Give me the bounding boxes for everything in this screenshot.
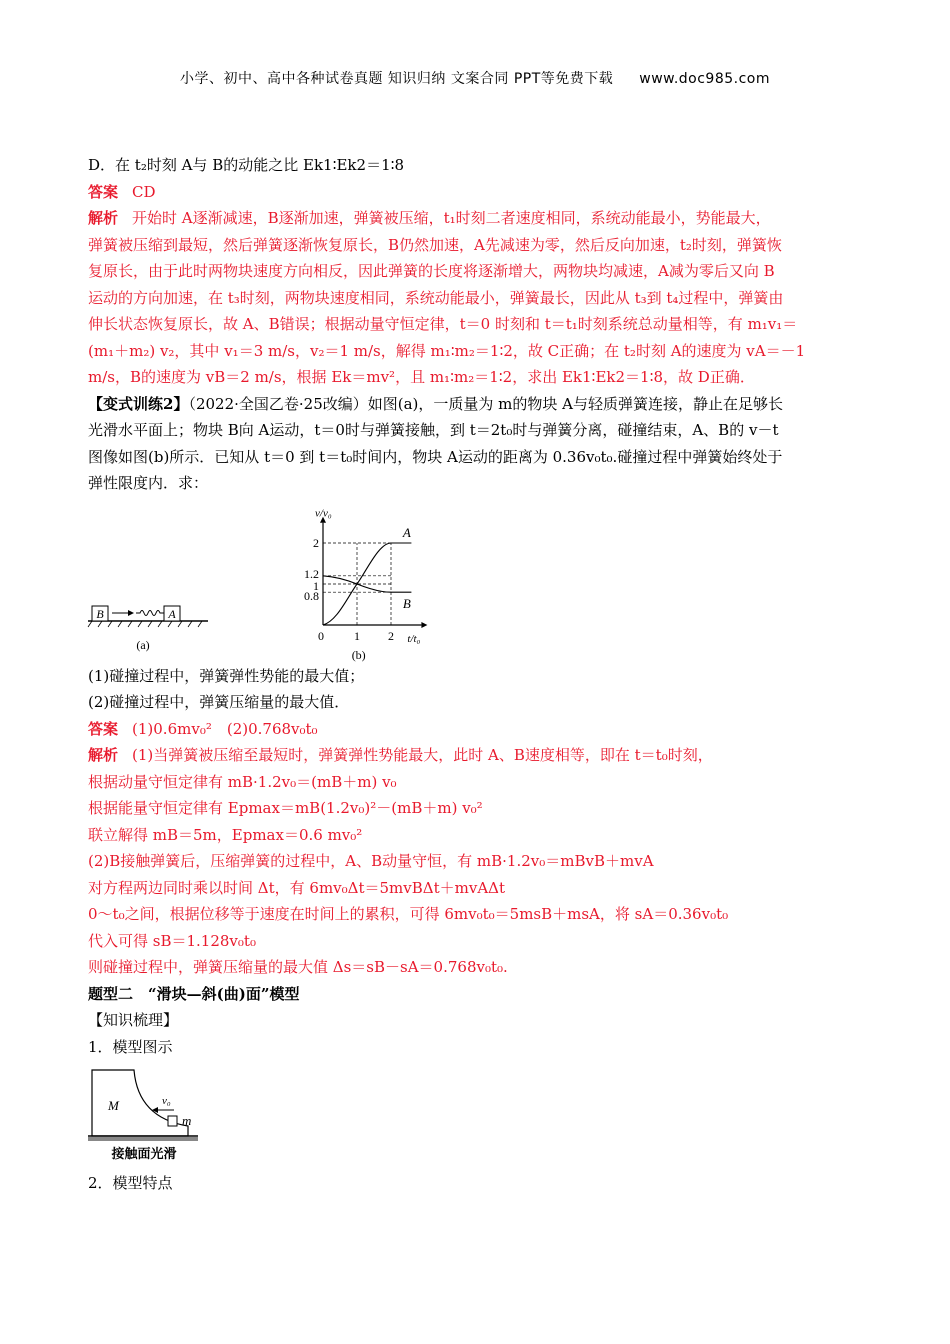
answer-label: 答案 <box>88 719 119 738</box>
variant-line: 光滑水平面上；物块 B向 A运动，t＝0时与弹簧接触，到 t＝2t₀时与弹簧分离，碰撞结束，A、B的 v－t <box>88 421 779 439</box>
analysis-2-line: 对方程两边同时乘以时间 Δt，有 6mv₀Δt＝5mvBΔt＋mvAΔt <box>88 878 506 897</box>
analysis-2-line: (2)B接触弹簧后，压缩弹簧的过程中，A、B动量守恒，有 mB·1.2v₀＝mBvB＋mvA <box>88 852 654 870</box>
x-tick-label: 2 <box>388 628 394 643</box>
analysis-label: 解析 <box>88 209 119 227</box>
analysis-1-line: 伸长状态恢复原长，故 A、B错误；根据动量守恒定律，t＝0 时刻和 t＝t₁时刻系统总动量相等，有 m₁v₁＝ <box>88 315 798 333</box>
figure-b-caption: (b) <box>351 647 366 662</box>
ground-hatch <box>88 1137 198 1141</box>
variant-problem <box>88 391 858 497</box>
answer-value: (1)0.6mv₀² (2)0.768v₀t₀ <box>132 719 318 738</box>
option-d: D．在 t₂时刻 A与 B的动能之比 Ek1∶Ek2＝1∶8 <box>88 156 405 174</box>
header-site: www.doc985.com <box>639 71 771 87</box>
label-m: m <box>182 1113 192 1128</box>
document-body <box>88 152 858 1197</box>
model-figure <box>88 1066 858 1166</box>
figure-b-vt-graph <box>293 503 473 661</box>
answer-label: 答案 <box>88 182 119 201</box>
arrow-head <box>128 610 134 616</box>
analysis-label: 解析 <box>88 746 119 764</box>
slider-incline-figure <box>88 1066 218 1166</box>
x-tick-label: 0 <box>318 628 324 643</box>
x-axis-title: t/t₀ <box>407 632 421 645</box>
analysis-2-text: (1)当弹簧被压缩至最短时，弹簧弹性势能最大，此时 A、B速度相等，即在 t＝t₀时刻， <box>132 746 713 764</box>
section-title: 题型二 “滑块—斜(曲)面”模型 <box>88 984 300 1003</box>
curve-a-label: A <box>402 524 411 540</box>
analysis-1-line: 复原长，由于此时两物块速度方向相反，因此弹簧的长度将逐渐增大，两物块均减速，A减为零后又向 B <box>88 262 775 280</box>
variant-label: 【变式训练2】 <box>88 394 189 413</box>
block-b-label: B <box>96 606 104 621</box>
ground-hatch <box>88 621 202 627</box>
analysis-1-text: 开始时 A逐渐减速，B逐渐加速，弹簧被压缩，t₁时刻二者速度相同，系统动能最小，势能最大， <box>132 209 771 227</box>
x-axis-arrow <box>421 622 427 628</box>
series-B-line <box>323 575 411 591</box>
answer-value: CD <box>132 182 156 201</box>
analysis-1-line: (m₁＋m₂) v₂，其中 v₁＝3 m/s，v₂＝1 m/s，解得 m₁∶m₂＝1∶2，故 C正确；在 t₂时刻 A的速度为 vA＝－1 <box>88 341 806 360</box>
page-header <box>0 68 950 88</box>
analysis-1 <box>88 205 858 391</box>
figure-a <box>88 591 218 651</box>
variant-text: （2022·全国乙卷·25改编）如图(a)，一质量为 m的物块 A与轻质弹簧连接，静止在足够长 <box>188 394 783 413</box>
y-tick-label: 1 <box>313 578 319 593</box>
analysis-1-line <box>88 205 858 232</box>
x-tick-label: 1 <box>354 628 360 643</box>
analysis-2-line: 联立解得 mB＝5m，Epmax＝0.6 mv₀² <box>88 825 363 844</box>
block-a-label: A <box>168 606 176 621</box>
figure-a-caption: (a) <box>136 637 150 652</box>
analysis-1-line: 弹簧被压缩到最短，然后弹簧逐渐恢复原长，B仍然加速，A先减速为零，然后反向加速，t₂时刻，弹簧恢 <box>88 235 782 254</box>
analysis-2 <box>88 742 858 981</box>
item-2: 2．模型特点 <box>88 1174 173 1192</box>
curve-b-label: B <box>402 595 411 611</box>
analysis-2-line: 则碰撞过程中，弹簧压缩量的最大值 Δs＝sB－sA＝0.768v₀t₀. <box>88 958 508 976</box>
y-tick-label: 2 <box>313 535 319 550</box>
label-M: M <box>108 1098 119 1113</box>
variant-line: 弹性限度内．求： <box>88 474 209 492</box>
small-block-m <box>168 1116 177 1126</box>
series-A-line <box>323 543 411 625</box>
knowledge-heading: 【知识梳理】 <box>88 1011 179 1029</box>
analysis-1-line: 运动的方向加速，在 t₃时刻，两物块速度相同，系统动能最小，弹簧最长，因此从 t₃到 t₄过程中，弹簧由 <box>88 288 784 307</box>
analysis-2-line: 根据动量守恒定律有 mB·1.2v₀＝(mB＋m) v₀ <box>88 772 397 791</box>
analysis-1-line: m/s，B的速度为 vB＝2 m/s，根据 Ek＝mv²，且 m₁∶m₂＝1∶2，求出 Ek1∶Ek2＝1∶8，故 D正确． <box>88 368 755 386</box>
y-tick-label: 0.8 <box>304 588 319 603</box>
label-v0: v₀ <box>162 1095 171 1107</box>
spring <box>136 610 164 615</box>
answer-1 <box>88 179 858 206</box>
variant-line: 图像如图(b)所示．已知从 t＝0 到 t＝t₀时间内，物块 A运动的距离为 0.36v₀t₀.碰撞过程中弹簧始终处于 <box>88 447 783 466</box>
question-1: (1)碰撞过程中，弹簧弹性势能的最大值； <box>88 666 365 685</box>
item-1: 1．模型图示 <box>88 1037 173 1056</box>
analysis-2-line: 代入可得 sB＝1.128v₀t₀ <box>88 931 256 950</box>
analysis-2-line: 根据能量守恒定律有 Epmax＝mB(1.2v₀)²－(mB＋m) v₀² <box>88 799 483 817</box>
analysis-2-line <box>88 742 858 769</box>
figures-row <box>88 503 858 661</box>
y-axis-title: v/v₀ <box>315 507 332 520</box>
answer-2 <box>88 716 858 743</box>
variant-line <box>88 391 858 418</box>
header-text: 小学、初中、高中各种试卷真题 知识归纳 文案合同 PPT等免费下载 <box>179 71 614 87</box>
model-caption: 接触面光滑 <box>111 1147 177 1162</box>
question-2: (2)碰撞过程中，弹簧压缩量的最大值． <box>88 693 350 711</box>
analysis-2-line: 0～t₀之间，根据位移等于速度在时间上的累积，可得 6mv₀t₀＝5msB＋msA，将 sA＝0.36v₀t₀ <box>88 905 729 923</box>
y-tick-label: 1.2 <box>304 566 319 581</box>
